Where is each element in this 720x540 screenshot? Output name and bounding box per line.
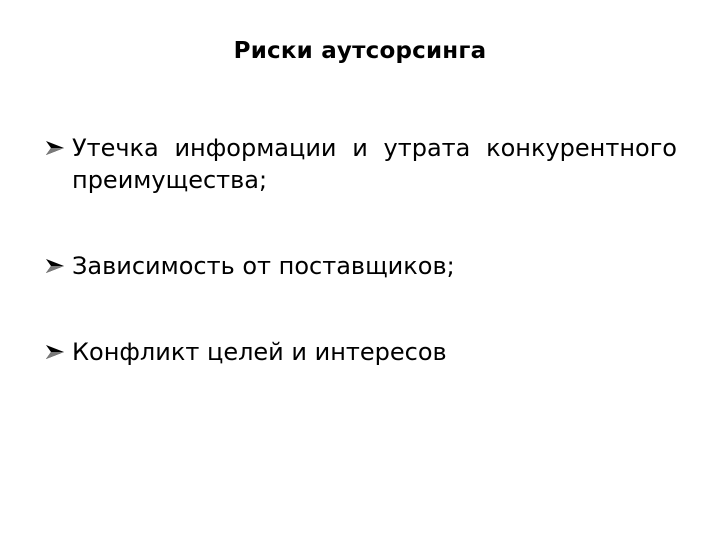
arrowhead-bullet-icon — [45, 258, 65, 274]
slide-title: Риски аутсорсинга — [233, 38, 487, 64]
bullet-text: Зависимость от поставщиков; — [72, 252, 455, 280]
list-item — [45, 132, 677, 196]
list-item — [45, 250, 677, 282]
list-item — [45, 336, 677, 368]
arrowhead-bullet-icon — [45, 140, 65, 156]
bullet-list — [45, 132, 677, 368]
bullet-text-line: конкурентного преимущества; — [72, 134, 677, 194]
bullet-text — [72, 132, 677, 196]
bullet-text-line: Утечка информации и утрата — [72, 134, 471, 162]
arrowhead-bullet-icon — [45, 344, 65, 360]
bullet-text: Конфликт целей и интересов — [72, 338, 447, 366]
